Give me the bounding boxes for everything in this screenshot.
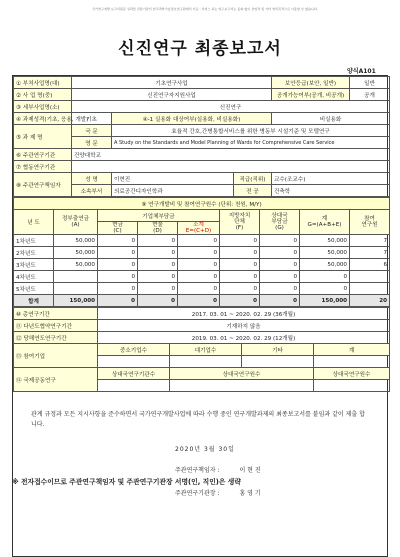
cash-value: 0: [98, 235, 138, 247]
year-header: 년 도: [14, 210, 54, 235]
sme-count-label: 중소기업수: [98, 344, 170, 356]
row-companies-header: [14, 344, 390, 356]
year-label: 2차년도: [14, 247, 54, 259]
lead-institution-label: ⑥ 주관연구기관: [14, 149, 72, 161]
total-value: 50,000: [300, 247, 350, 259]
people-value: [350, 283, 390, 295]
sum-label: 합계: [14, 295, 54, 307]
coop-institution-value: [72, 161, 390, 173]
row-intl-header: [14, 368, 390, 380]
pi-title-value: 교수(조교수): [272, 173, 390, 185]
row-detail-program: [14, 101, 390, 113]
budget-row: [14, 247, 390, 259]
info-table: [13, 76, 390, 197]
budget-row: [14, 283, 390, 295]
pi-major-label: 전 공: [234, 185, 272, 197]
pi-major-value: 건축학: [272, 185, 390, 197]
budget-row: [14, 235, 390, 247]
company-total-label: 계: [314, 344, 390, 356]
row-multiyear-period: [14, 320, 390, 332]
subtotal-header: 소계 E=(C+D): [178, 222, 220, 235]
foreign-value: 0: [260, 247, 300, 259]
sum-inkind: 0: [138, 295, 178, 307]
submission-date: 2020년 3월 30일: [175, 446, 235, 453]
kor-title-value: 효율적 간호,간병통합서비스를 위한 병동부 시설기준 및 모델연구: [112, 125, 390, 137]
foreign-value: 0: [260, 283, 300, 295]
cash-value: 0: [98, 247, 138, 259]
coop-institution-label: ⑦ 협동연구기관: [14, 161, 72, 173]
subtotal-value: 0: [178, 259, 220, 271]
total-value: 0: [300, 283, 350, 295]
report-title: 신진연구 최종보고서: [118, 39, 282, 59]
other-count-value: [242, 356, 314, 368]
intl-researchers-value: [170, 380, 314, 392]
detail-program-value: 신진연구: [72, 101, 390, 113]
foreign-value: 0: [260, 259, 300, 271]
company-total-value: [314, 356, 390, 368]
gov-value: [54, 271, 98, 283]
sme-count-value: [98, 356, 170, 368]
program-value: 신진연구자지원사업: [72, 89, 272, 101]
subtotal-value: 0: [178, 235, 220, 247]
cash-header: 현금 (C): [98, 222, 138, 235]
sum-foreign: 0: [260, 295, 300, 307]
row-project-title-kor: [14, 125, 390, 137]
people-value: 6: [350, 259, 390, 271]
inkind-value: 0: [138, 247, 178, 259]
multiyear-period-label: ⑪ 다년도협약연구기간: [14, 320, 98, 332]
form-code: 양식A101: [347, 68, 376, 75]
commercialization-value: 비실용화: [272, 113, 390, 125]
statement-text: 관계 규정과 모든 지시사항을 준수하면서 국가연구개발사업에 따라 수행 중인 연구개발과제의 최종보고서를 붙임과 같이 제출 합니다.: [31, 411, 365, 428]
pi-dept-value: 의료공간디자인학과: [112, 185, 234, 197]
program-label: ② 사 업 명(중): [14, 89, 72, 101]
inkind-value: 0: [138, 235, 178, 247]
security-grade-label: 보안등급(보안, 일반): [272, 77, 350, 89]
total-value: 0: [300, 271, 350, 283]
sum-gov: 150,000: [54, 295, 98, 307]
total-value: 50,000: [300, 259, 350, 271]
year-label: 5차년도: [14, 283, 54, 295]
company-fund-header: 기업체부담금: [98, 210, 220, 222]
pi-signature: 주관연구책임자 : 이 현 진: [175, 467, 261, 474]
gov-value: 50,000: [54, 247, 98, 259]
people-value: 7: [350, 235, 390, 247]
intl-label: ⑭ 국제공동연구: [14, 368, 98, 392]
gov-fund-header: 정부출연금 (A): [54, 210, 98, 235]
project-type-label: ④ 과제성격(기초, 응용, 개발): [14, 113, 72, 125]
eng-title-value: A Study on the Standards and Model Planning of Wards for Comprehensive Care Service: [112, 137, 390, 149]
pi-dept-label: 소속부서: [72, 185, 112, 197]
cash-value: 0: [98, 259, 138, 271]
row-ministry-program: [14, 77, 390, 89]
project-title-label: ⑤ 과 제 명: [14, 125, 72, 149]
security-grade-value: 일반: [350, 77, 390, 89]
year-label: 1차년도: [14, 235, 54, 247]
eng-title-label: 영 문: [72, 137, 112, 149]
row-total-period: [14, 308, 390, 320]
current-period-value: 2019. 03. 01 ~ 2020. 02. 29 (12개월): [98, 332, 390, 344]
total-period-value: 2017. 03. 01 ~ 2020. 02. 29 (36개월): [98, 308, 390, 320]
lead-institution-value: 건양대학교: [72, 149, 390, 161]
budget-row: [14, 271, 390, 283]
cash-value: 0: [98, 271, 138, 283]
row-project-type: [14, 113, 390, 125]
gov-value: 50,000: [54, 259, 98, 271]
companies-label: ⑬ 참여기업: [14, 344, 98, 368]
subtotal-value: 0: [178, 271, 220, 283]
budget-table: [13, 197, 390, 307]
project-type-value: 기초: [72, 113, 112, 125]
pi-name-label: 성 명: [72, 173, 112, 185]
gov-value: [54, 283, 98, 295]
multiyear-period-value: 기재하지 않음: [98, 320, 390, 332]
sum-people: 20: [350, 295, 390, 307]
inkind-value: 0: [138, 283, 178, 295]
local-value: 0: [220, 271, 260, 283]
row-program: [14, 89, 390, 101]
cash-value: 0: [98, 283, 138, 295]
intl-researchers-value-2: [314, 380, 390, 392]
local-value: 0: [220, 259, 260, 271]
sum-local: 0: [220, 295, 260, 307]
budget-sum-row: [14, 295, 390, 307]
budget-row: [14, 259, 390, 271]
year-label: 3차년도: [14, 259, 54, 271]
gov-value: 50,000: [54, 235, 98, 247]
large-count-value: [170, 356, 242, 368]
local-value: 0: [220, 235, 260, 247]
detail-program-label: ③ 세부사업명(소): [14, 101, 72, 113]
budget-title-row: [14, 198, 390, 210]
people-value: [350, 271, 390, 283]
row-current-period: [14, 332, 390, 344]
inkind-value: 0: [138, 271, 178, 283]
commercialization-label: ④-1 실용화 대상여부(실용화, 비실용화): [112, 113, 272, 125]
disclosure-value: 공개: [350, 89, 390, 101]
total-value: 50,000: [300, 235, 350, 247]
intl-institutions-value: [98, 380, 170, 392]
copyright-notice: 국가연구개발 보고서원문 성과물 전담기관인 한국과학기술정보연구원에서 가공ㆍ서비스 하는 연구보고서는 동의 없이 상업적 및 기타 영리목적으로 사용할 수 없습니다.: [92, 7, 318, 11]
subtotal-value: 0: [178, 283, 220, 295]
other-count-label: 기타: [242, 344, 314, 356]
ministry-program-value: 기초연구사업: [72, 77, 272, 89]
pi-label: ⑧ 주관연구책임자: [14, 173, 72, 197]
local-value: 0: [220, 283, 260, 295]
year-label: 4차년도: [14, 271, 54, 283]
sum-subtotal: 0: [178, 295, 220, 307]
budget-title: ⑨ 연구개발비 및 참여연구원수 (단위: 천원, M/Y): [14, 198, 390, 210]
budget-header-row-1: [14, 210, 390, 222]
footer-note: ※ 전자접수이므로 주관연구책임자 및 주관연구기관장 서명(인, 직인)은 생략: [12, 478, 241, 486]
foreign-fund-header: 상대국 부담금 (G): [260, 210, 300, 235]
local-gov-header: 지방자치 단체 (F): [220, 210, 260, 235]
large-count-label: 대기업수: [170, 344, 242, 356]
head-signature: 주관연구기관장 : 홍 영 기: [175, 490, 261, 497]
kor-title-label: 국 문: [72, 125, 112, 137]
total-period-label: ⑩ 총연구기간: [14, 308, 98, 320]
disclosure-label: 공개가능여부(공개, 비공개): [272, 89, 350, 101]
foreign-value: 0: [260, 271, 300, 283]
sum-cash: 0: [98, 295, 138, 307]
intl-researchers-label: 상대국연구원수: [170, 368, 314, 380]
foreign-value: 0: [260, 235, 300, 247]
period-table: [13, 307, 390, 392]
sum-total: 150,000: [300, 295, 350, 307]
total-header: 계 G=(A+B+E): [300, 210, 350, 235]
pi-name-value: 이현진: [112, 173, 234, 185]
inkind-value: 0: [138, 259, 178, 271]
researchers-header: 참여 연구원: [350, 210, 390, 235]
intl-institutions-label: 상대국연구기관수: [98, 368, 170, 380]
people-value: 7: [350, 247, 390, 259]
subtotal-value: 0: [178, 247, 220, 259]
row-coop-institution: [14, 161, 390, 173]
row-pi-name: [14, 173, 390, 185]
row-lead-institution: [14, 149, 390, 161]
inkind-header: 현물 (D): [138, 222, 178, 235]
submission-statement: [13, 392, 387, 556]
pi-title-label: 직급(직위): [234, 173, 272, 185]
local-value: 0: [220, 247, 260, 259]
ministry-program-label: ① 부처사업명(대): [14, 77, 72, 89]
intl-researchers-label-2: 상대국연구원수: [314, 368, 390, 380]
current-period-label: ⑫ 당해연도연구기간: [14, 332, 98, 344]
